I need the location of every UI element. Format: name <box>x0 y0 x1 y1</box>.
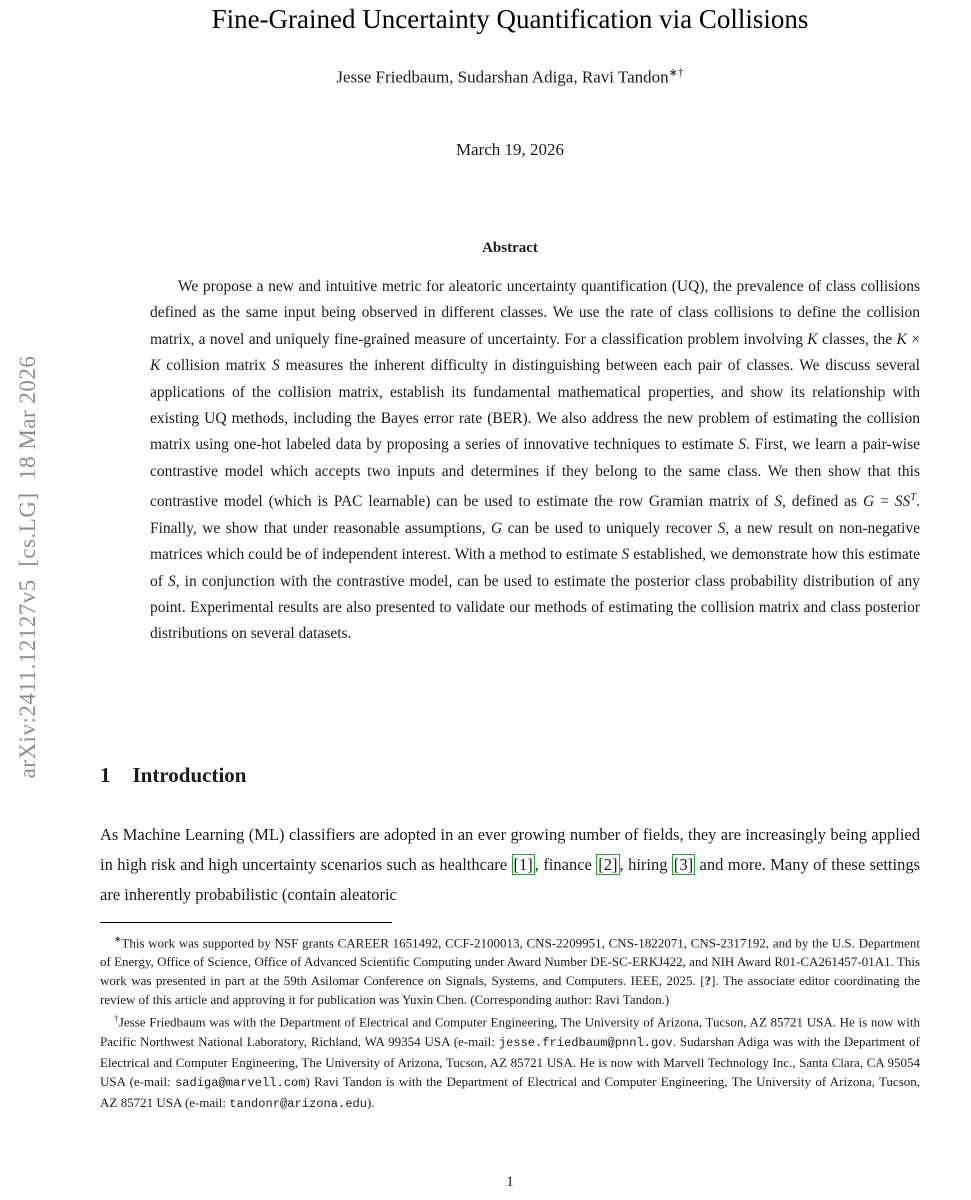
text-segment: collision matrix <box>160 357 272 375</box>
text-segment: ? <box>704 973 712 989</box>
text-segment: K <box>896 330 907 348</box>
footnote-rule <box>100 922 392 923</box>
citation-link[interactable]: [3] <box>673 855 694 874</box>
text-segment: ) Ravi Tandon is with the Department of Electrical and Computer Engineering, The University of Arizona, Tucson, AZ 85721 USA (e-mail: <box>100 1073 921 1110</box>
text-segment: , defined as <box>782 493 863 511</box>
text-segment: As Machine Learning (ML) classifiers are adopted in an ever growing number of fields, they are increasingly being applied in high risk and high uncertainty scenarios such as healthcare <box>100 825 920 874</box>
citation-link[interactable]: [1] <box>513 855 533 874</box>
text-segment: sadiga@marvell.com <box>175 1075 306 1090</box>
text-segment: tandonr@arizona.edu <box>229 1096 367 1111</box>
text-segment: S <box>167 572 176 590</box>
text-segment: This work was supported by NSF grants CAREER 1651492, CCF-2100013, CNS-2209951, CNS-1822071, CNS-2317192, and by the U.S. Department of Energy, Office of Science, Office of Advanced Scientific Computing under Award Number DE-SC-ERKJ422, and NIH Award R01-CA261457-01A1. This work was presented in part at the 59th Asilomar Conference on Signals, Systems, and Computers. IEEE, 2025. [ <box>100 935 920 989</box>
abstract-text <box>150 274 920 648</box>
text-segment: S <box>774 493 782 511</box>
text-segment: K <box>150 357 161 375</box>
text-segment: G <box>491 519 503 537</box>
text-segment: . Sudarshan Adiga was with the Department of Electrical and Computer Engineering, The University of Arizona, Tucson, AZ 85721 USA. He is now with Marvell Technology Inc., Santa Clara, CA 95054 USA (e-mail: <box>100 1033 920 1089</box>
text-segment: SS <box>894 493 911 511</box>
text-segment: S <box>271 357 280 375</box>
text-segment: , hiring <box>619 855 672 874</box>
text-segment: . Finally, we show that under reasonable assumptions, <box>150 493 920 537</box>
text-segment: , in conjunction with the contrastive model, can be used to estimate the posterior class probability distribution of any point. Experimental results are also presented to validate our methods of estimating the collision matrix and class posterior distributions on several datasets. <box>150 572 920 643</box>
text-segment: classes, the <box>817 330 897 348</box>
paper-title: Fine-Grained Uncertainty Quantification via Collisions <box>211 4 809 34</box>
text-segment: . First, we learn a pair-wise contrastive model which accepts two inputs and determines if they belong to the same class. We then show that this contrastive model (which is PAC learnable) can be used to estimate the row Gramian matrix of <box>150 436 921 511</box>
text-segment: S <box>621 546 630 564</box>
text-segment: G <box>863 493 875 511</box>
text-segment: , finance <box>534 855 597 874</box>
text-segment: ). <box>366 1094 375 1110</box>
footnotes-block <box>100 930 920 1114</box>
text-segment: S <box>717 519 726 537</box>
section-heading-introduction <box>100 763 920 788</box>
page-number: 1 <box>506 1174 514 1190</box>
abstract-heading: Abstract <box>482 240 538 256</box>
authors-names: Jesse Friedbaum, Sudarshan Adiga, Ravi Tandon <box>336 67 669 87</box>
introduction-paragraph <box>100 820 920 910</box>
authors-line <box>100 66 920 88</box>
text-segment: † <box>114 1013 119 1024</box>
footnote-dagger <box>100 1009 920 1113</box>
text-segment: established, we demonstrate how this estimate of <box>150 546 920 590</box>
date-line: March 19, 2026 <box>455 140 565 159</box>
text-segment: , a new result on non-negative matrices which could be of independent interest. With a method to estimate <box>150 519 920 564</box>
text-segment: × <box>906 330 920 348</box>
text-segment: We propose a new and intuitive metric for aleatoric uncertainty quantification (UQ), the prevalence of class collisions defined as the same input being observed in different classes. We use the rate of class collisions to define the collision matrix, a novel and uniquely fine-grained measure of uncertainty. For a classification problem involving <box>150 278 920 348</box>
text-segment: = <box>874 493 895 511</box>
section-number: 1 <box>100 763 111 787</box>
author-footnote-marks: ∗† <box>668 67 684 79</box>
text-segment: T <box>910 492 917 504</box>
text-segment: ∗ <box>114 934 122 944</box>
footnote-star <box>100 930 920 1009</box>
text-segment: measures the inherent difficulty in distinguishing between each pair of classes. We discuss several applications of the collision matrix, establish its fundamental mathematical properties, and show its relationship with existing UQ methods, including the Bayes error rate (BER). We also address the new problem of estimating the collision matrix using one-hot labeled data by proposing a series of innovative techniques to estimate <box>150 357 920 454</box>
text-segment: S <box>738 436 747 454</box>
citation-link[interactable]: [2] <box>598 855 618 874</box>
text-segment: K <box>807 330 818 348</box>
text-segment: Jesse Friedbaum was with the Department of Electrical and Computer Engineering, The University of Arizona, Tucson, AZ 85721 USA. He is now with Pacific Northwest National Laboratory, Richland, WA 99354 USA (e-mail: <box>100 1014 920 1049</box>
text-segment: jesse.friedbaum@pnnl.gov <box>498 1035 673 1050</box>
arxiv-watermark: arXiv:2411.12127v5 [cs.LG] 18 Mar 2026 <box>15 355 40 779</box>
text-segment: can be used to uniquely recover <box>502 519 718 537</box>
section-title: Introduction <box>132 763 247 787</box>
text-segment: and more. Many of these settings are inherently probabilistic (contain aleatoric <box>100 855 920 904</box>
text-segment: ]. The associate editor coordinating the review of this article and approving it for publication was Yuxin Chen. (Corresponding author: Ravi Tandon.) <box>100 973 920 1008</box>
